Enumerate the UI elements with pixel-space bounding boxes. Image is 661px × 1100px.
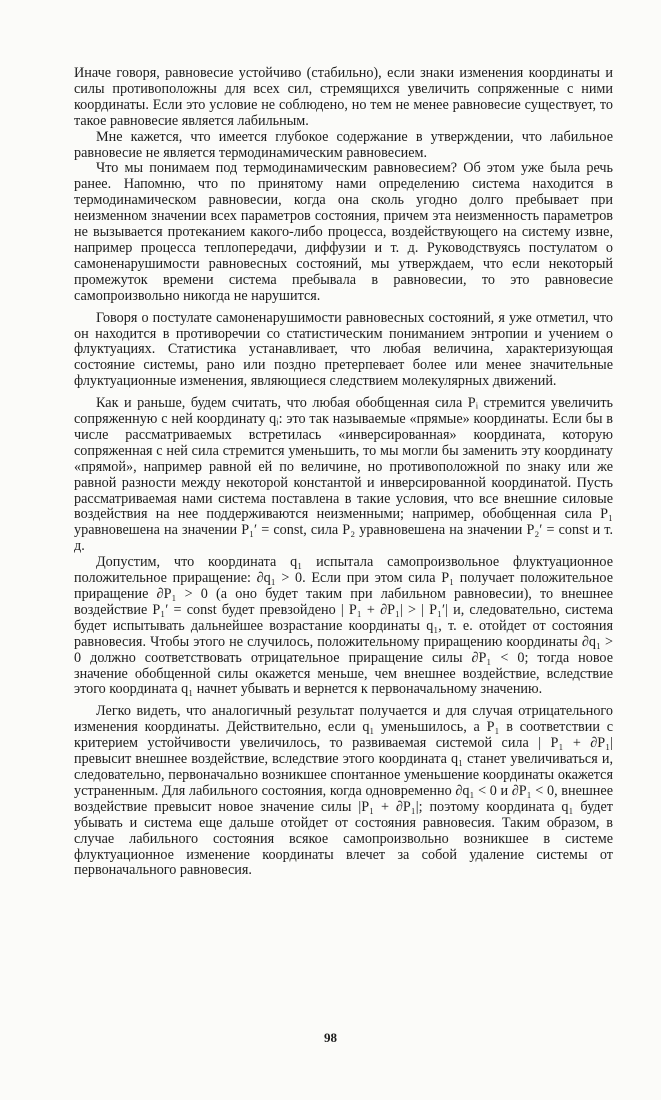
- paragraph-stability-definition: Иначе говоря, равновесие устойчиво (стабильно), если знаки изменения координаты и силы противоположны для всех сил, стремящихся увеличить сопряженные с ними координаты. Если это условие не соблюдено, но тем не менее равновесие существует, то такое равновесие является лабильным.: [74, 65, 613, 129]
- paragraph-generalized-forces: Как и раньше, будем считать, что любая обобщенная сила Pᵢ стремится увеличить сопряженную с ней координату qᵢ: это так называемые «прямые» координаты. Если бы в числе рассматриваемых встретилась «инверсированная» координата, которую сопряженная с ней сила стремится уменьшить, то мы могли бы заменить эту координату «прямой», например равной ей по величине, но противоположной по знаку или же равной разности между некоторой константой и инверсированной координатой. Пусть рассматриваемая нами система поставлена в такие условия, что все внешние силовые воздействия на нее поддерживаются неизменными; например, обобщенная сила P₁ уравновешена на значении P₁′ = const, сила P₂ уравновешена на значении P₂′ = const и т. д.: [74, 395, 613, 555]
- paragraph-positive-fluctuation: Допустим, что координата q₁ испытала самопроизвольное флуктуационное положительное приращение: ∂q₁ > 0. Если при этом сила P₁ получает положительное приращение ∂P₁ > 0 (а оно будет таким при лабильном равновесии), то внешнее воздействие P₁′ = const будет превзойдено | P₁ + ∂P₁| > | P₁′| и, следовательно, система будет испытывать дальнейшее возрастание координаты q₁, т. е. отойдет от состояния равновесия. Чтобы этого не случилось, положительному приращению координаты ∂q₁ > 0 должно соответствовать отрицательное приращение силы ∂P₁ < 0; тогда новое значение обобщенной силы окажется меньше, чем внешнее воздействие, вследствие этого координата q₁ начнет убывать и вернется к первоначальному значению.: [74, 554, 613, 698]
- page-number: 98: [324, 1030, 337, 1045]
- paragraph-labile-claim: Мне кажется, что имеется глубокое содержание в утверждении, что лабильное равновесие не является термодинамическим равновесием.: [74, 128, 613, 161]
- paragraph-thermodynamic-equilibrium: Что мы понимаем под термодинамическим равновесием? Об этом уже была речь ранее. Напомню, что по принятому нами определению система находится в термодинамическом равновесии, когда она сколь угодно долго пребывает при неизменном значении всех параметров состояния, причем эта неизменность параметров не вызывается протеканием какого-либо процесса, воздействующего на систему извне, например процесса теплопередачи, диффузии и т. д. Руководствуясь постулатом о самоненарушимости равновесных состояний, мы утверждаем, что если некоторый промежуток времени система пребывала в равновесии, то это равновесие самопроизвольно никогда не нарушится.: [74, 160, 613, 304]
- paragraph-negative-fluctuation: Легко видеть, что аналогичный результат получается и для случая отрицательного изменения координаты. Действительно, если q₁ уменьшилось, а P₁ в соответствии с критерием устойчивости увеличилось, то развиваемая системой сила | P₁ + ∂P₁| превысит внешнее воздействие, вследствие этого координата q₁ станет увеличиваться и, следовательно, первоначально возникшее спонтанное уменьшение координаты окажется устраненным. Для лабильного состояния, когда одновременно ∂q₁ < 0 и ∂P₁ < 0, внешнее воздействие превысит новое значение силы |P₁ + ∂P₁|; поэтому координата q₁ будет убывать и система еще дальше отойдет от состояния равновесия. Таким образом, в случае лабильного состояния всякое самопроизвольно возникшее в системе флуктуационное изменение координаты влечет за собой удаление системы от первоначального равновесия.: [74, 703, 613, 879]
- paragraph-fluctuations: Говоря о постулате самоненарушимости равновесных состояний, я уже отметил, что он находится в противоречии со статистическим пониманием энтропии и учением о флуктуациях. Статистика устанавливает, что любая величина, характеризующая состояние системы, рано или поздно претерпевает более или менее значительные флуктуационные изменения, являющиеся следствием молекулярных движений.: [74, 309, 613, 390]
